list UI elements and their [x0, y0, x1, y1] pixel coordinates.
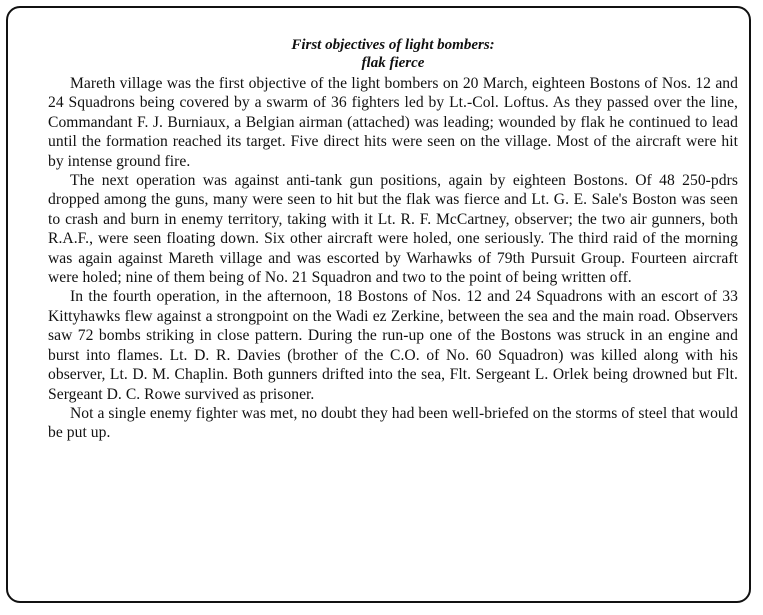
article-body: [48, 36, 738, 443]
paragraph-3: In the fourth operation, in the afternoon, 18 Bostons of Nos. 12 and 24 Squadrons with an escort of 33 Kittyhawks flew against a strongpoint on the Wadi ez Zerkine, between the sea and the main road. Observers saw 72 bombs striking in close pattern. During the run-up one of the Bostons was struck in an engine and burst into flames. Lt. D. R. Davies (brother of the C.O. of No. 60 Squadron) was killed along with his observer, Lt. D. M. Chaplin. Both gunners drifted into the sea, Flt. Sergeant L. Orlek being drowned but Flt. Sergeant D. C. Rowe survived as prisoner.: [48, 288, 738, 403]
heading-line-1: First objectives of light bombers:: [291, 37, 495, 53]
paragraph-1: Mareth village was the first objective of the light bombers on 20 March, eighteen Bostons of Nos. 12 and 24 Squadrons being covered by a swarm of 36 fighters led by Lt.-Col. Loftus. As they passed over the line, Commandant F. J. Burniaux, a Belgian airman (attached) was leading; wounded by flak he continued to lead until the formation reached its target. Five direct hits were seen on the village. Most of the aircraft were hit by intense ground fire.: [48, 75, 738, 170]
paragraph-4: Not a single enemy fighter was met, no doubt they had been well-briefed on the storms of steel that would be put up.: [48, 404, 738, 442]
article-heading: [48, 36, 738, 72]
page-frame: [6, 6, 751, 603]
heading-line-2: flak fierce: [361, 55, 425, 71]
paragraph-2: The next operation was against anti-tank gun positions, again by eighteen Bostons. Of 48 250-pdrs dropped among the guns, many were seen to hit but the flak was fierce and Lt. G. E. Sale's Boston was seen to crash and burn in enemy territory, taking with it Lt. R. F. McCartney, observer; the two air gunners, both R.A.F., were seen floating down. Six other aircraft were holed, one seriously. The third raid of the morning was again against Mareth village and was escorted by Warhawks of 79th Pursuit Group. Fourteen aircraft were holed; nine of them being of No. 21 Squadron and two to the point of being written off.: [48, 172, 738, 287]
